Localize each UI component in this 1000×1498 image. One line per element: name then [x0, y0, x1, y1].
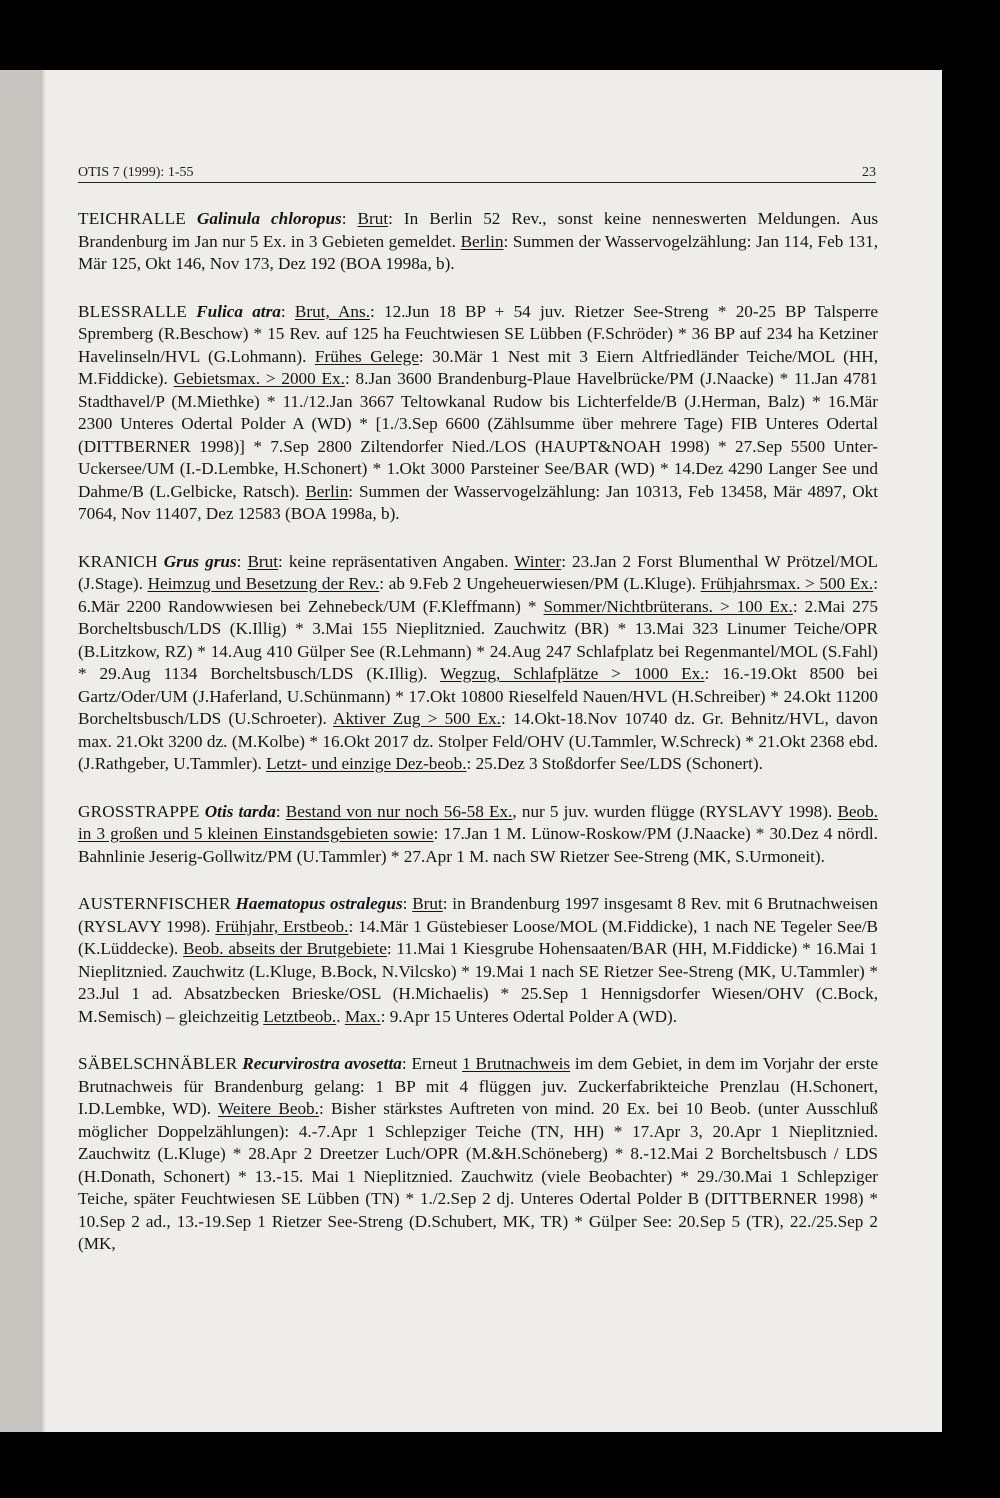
- section-label: Heimzug und Besetzung der Rev.: [147, 574, 380, 593]
- entry-text: : in Brandenburg 1997 insgesamt 8 Rev. mit 6 Brutnachweisen (RYSLAVY 1998).: [78, 894, 878, 936]
- entry-text: im dem Gebiet, in dem im Vorjahr der erste Brutnachweis für Brandenburg gelang: 1 BP mit 4 flüggen juv. Zuckerfabrikteiche Prenzlau (H.Schonert, I.D.Lembke, WD).: [78, 1054, 878, 1118]
- entry-text: : Summen der Wasservogelzählung: Jan 114, Feb 131, Mär 125, Okt 146, Nov 173, Dez 192 (BOA 1998a, b).: [78, 231, 878, 273]
- section-label: Weitere Beob.: [218, 1099, 319, 1118]
- scientific-name: Galinula chloropus: [197, 209, 342, 228]
- document-page: [40, 70, 942, 1432]
- entry-body: [78, 894, 878, 1026]
- entry-text: : 9.Apr 15 Unteres Odertal Polder A (WD).: [380, 1006, 678, 1026]
- section-label: Max.: [344, 1006, 381, 1026]
- section-label: Brut: [412, 894, 443, 913]
- entry-text: : 25.Dez 3 Stoßdorfer See/LDS (Schonert).: [466, 754, 763, 773]
- scientific-name: Grus grus: [163, 551, 237, 571]
- section-label: Bestand von nur noch 56-58 Ex.: [285, 801, 513, 821]
- page-number: 23: [862, 165, 876, 180]
- scan-left-edge: [0, 70, 40, 1432]
- section-label: Winter: [514, 551, 562, 571]
- species-name: TEICHRALLE: [78, 209, 186, 228]
- section-label: Wegzug, Schlafplätze > 1000 Ex.: [440, 664, 705, 683]
- entry-text: : 16.-19.Okt 8500 bei Gartz/Oder/UM (J.Haferland, U.Schünmann) * 17.Okt 10800 Rieselfeld Nauen/HVL (H.Schreiber) * 24.Okt 11200 Borcheltsbusch/LDS (U.Schroeter).: [78, 664, 878, 728]
- scientific-name: Recurvirostra avosetta: [242, 1054, 402, 1073]
- section-label: Aktiver Zug > 500 Ex.: [333, 709, 501, 728]
- entry-text: : keine repräsentativen Angaben.: [278, 551, 515, 571]
- scientific-name: Otis tarda: [204, 801, 276, 821]
- species-name: GROSSTRAPPE: [78, 801, 200, 821]
- scientific-name: Fulica atra: [196, 301, 281, 321]
- species-entry: [78, 1053, 878, 1256]
- entry-text: : Erneut: [401, 1054, 463, 1073]
- scientific-name: Haematopus ostralegus: [235, 894, 403, 913]
- section-label: Beob. in 3 großen und 5 kleinen Einstandsgebieten sowie: [78, 801, 879, 843]
- entry-text: : In Berlin 52 Rev., sonst keine nenneswerten Meldungen. Aus Brandenburg im Jan nur 5 Ex. in 3 Gebieten gemeldet.: [78, 209, 879, 251]
- species-entry: [78, 208, 878, 276]
- entry-text: : 14.Mär 1 Güstebieser Loose/MOL (M.Fiddicke), 1 nach NE Tegeler See/B (K.Lüddecke).: [78, 916, 878, 958]
- running-header: [78, 162, 876, 183]
- entry-text: .: [336, 1006, 345, 1026]
- section-label: Brut: [247, 551, 279, 571]
- section-label: 1 Brutnachweis: [462, 1054, 571, 1073]
- section-label: Sommer/Nichtbrüterans. > 100 Ex.: [543, 596, 793, 616]
- entry-text: :: [341, 209, 358, 228]
- entry-text: : 2.Mai 275 Borcheltsbusch/LDS (K.Illig) * 3.Mai 155 Nieplitznied. Zauchwitz (BR) * 13.Mai 323 Linumer Teiche/OPR (B.Litzkow, RZ) * 14.Aug 410 Gülper See (R.Lehmann) * 24.Aug 247 Schlafplatz bei Regenmantel/MOL (S.Fahl) * 29.Aug 1134 Borcheltsbusch/LDS (K.Illig).: [78, 596, 878, 683]
- entry-text: : 6.Mär 2200 Randowwiesen bei Zehnebeck/UM (F.Kleffmann) *: [78, 574, 878, 616]
- entry-text: :: [280, 301, 295, 321]
- species-name: AUSTERNFISCHER: [78, 894, 231, 913]
- section-label: Frühjahr, Erstbeob.: [215, 916, 349, 936]
- section-label: Frühes Gelege: [314, 346, 419, 366]
- entry-text: : 11.Mai 1 Kiesgrube Hohensaaten/BAR (HH, M.Fiddicke) * 16.Mai 1 Nieplitznied. Zauchwitz (L.Kluge, B.Bock, N.Vilcsko) * 19.Mai 1 nach SE Rietzer See-Streng (MK, U.Tammler) * 23.Jul 1 ad. Absatzbecken Brieske/OSL (H.Michaelis) * 25.Sep 1 Hennigsdorfer Wiesen/OHV (C.Bock, M.Semisch) – gleichzeitig: [78, 939, 878, 1026]
- species-name: BLESSRALLE: [78, 301, 187, 321]
- section-label: Brut, Ans.: [294, 301, 371, 321]
- entry-text: :: [236, 551, 248, 571]
- species-entry: [78, 301, 878, 526]
- section-label: Letztbeob.: [263, 1006, 337, 1026]
- section-label: Frühjahrsmax. > 500 Ex.: [700, 574, 874, 593]
- journal-citation: OTIS 7 (1999): 1-55: [78, 165, 194, 180]
- entry-text: : 30.Mär 1 Nest mit 3 Eiern Altfriedländer Teiche/MOL (HH, M.Fiddicke).: [78, 346, 878, 388]
- species-name: SÄBELSCHNÄBLER: [78, 1054, 238, 1073]
- section-label: Berlin: [305, 481, 349, 501]
- entry-text: :: [275, 801, 286, 821]
- entry-text: : 17.Jan 1 M. Lünow-Roskow/PM (J.Naacke) * 30.Dez 4 nördl. Bahnlinie Jeserig-Gollwitz/PM (U.Tammler) * 27.Apr 1 M. nach SW Rietzer See-Streng (MK, S.Urmoneit).: [78, 824, 878, 866]
- entry-text: : 14.Okt-18.Nov 10740 dz. Gr. Behnitz/HVL, davon max. 21.Okt 3200 dz. (M.Kolbe) * 16.Okt 2017 dz. Stolper Feld/OHV (U.Tammler, W.Schreck) * 21.Okt 2368 ebd. (J.Rathgeber, U.Tammler).: [78, 709, 878, 773]
- entry-text: , nur 5 juv. wurden flügge (RYSLAVY 1998).: [512, 801, 838, 821]
- main-text: [78, 208, 878, 1256]
- species-name: KRANICH: [78, 551, 158, 571]
- section-label: Berlin: [460, 231, 504, 251]
- section-label: Beob. abseits der Brutgebiete: [183, 939, 387, 958]
- entry-body: [78, 1054, 878, 1253]
- entry-body: [78, 302, 878, 524]
- entry-text: :: [402, 894, 413, 913]
- entry-text: : ab 9.Feb 2 Ungeheuerwiesen/PM (L.Kluge).: [379, 574, 701, 593]
- entry-text: : 23.Jan 2 Forst Blumenthal W Prötzel/MOL (J.Stage).: [78, 551, 878, 593]
- section-label: Brut: [357, 209, 389, 228]
- section-label: Letzt- und einzige Dez-beob.: [266, 754, 467, 773]
- entry-text: : 8.Jan 3600 Brandenburg-Plaue Havelbrücke/PM (J.Naacke) * 11.Jan 4781 Stadthavel/P (M.Miethke) * 11./12.Jan 3667 Teltowkanal Rudow bis Lichterfelde/B (J.Herman, Balz) * 16.Mär 2300 Unteres Odertal Polder A (WD) * [1./3.Sep 6600 (Zählsumme über mehrere Tage) FIB Unteres Odertal (DITTBERNER 1998)] * 7.Sep 2800 Ziltendorfer Nied./LOS (HAUPT&NOAH 1998) * 27.Sep 5500 Unter-Uckersee/UM (I.-D.Lembke, H.Schonert) * 1.Okt 3000 Parsteiner See/BAR (WD) * 14.Dez 4290 Langer See und Dahme/B (L.Gelbicke, Ratsch).: [78, 369, 878, 501]
- species-entry: [78, 801, 878, 869]
- section-label: Gebietsmax. > 2000 Ex.: [173, 369, 345, 388]
- species-entry: [78, 893, 878, 1028]
- entry-text: : Summen der Wasservogelzählung: Jan 10313, Feb 13458, Mär 4897, Okt 7064, Nov 11407, Dez 12583 (BOA 1998a, b).: [78, 481, 879, 523]
- entry-text: : 12.Jun 18 BP + 54 juv. Rietzer See-Streng * 20-25 BP Talsperre Spremberg (R.Beschow) * 15 Rev. auf 125 ha Feuchtwiesen SE Lübben (F.Schröder) * 36 BP auf 234 ha Ketziner Havelinseln/HVL (G.Lohmann).: [78, 301, 879, 366]
- entry-body: [78, 552, 878, 774]
- entry-text: : Bisher stärkstes Auftreten von mind. 20 Ex. bei 10 Beob. (unter Ausschluß möglicher Doppelzählungen): 4.-7.Apr 1 Schlepziger Teiche (TN, HH) * 17.Apr 3, 20.Apr 1 Nieplitznied. Zauchwitz (L.Kluge) * 28.Apr 2 Dreetzer Luch/OPR (M.&H.Schöneberg) * 8.-12.Mai 2 Borcheltsbusch / LDS (H.Donath, Schonert) * 13.-15. Mai 1 Nieplitznied. Zauchwitz (viele Beobachter) * 29./30.Mai 1 Schlepziger Teiche, später Feuchtwiesen SE Lübben (TN) * 1./2.Sep 2 dj. Unteres Odertal Polder B (DITTBERNER 1998) * 10.Sep 2 ad., 13.-19.Sep 1 Rietzer See-Streng (D.Schubert, MK, TR) * Gülper See: 20.Sep 5 (TR), 22./25.Sep 2 (MK,: [78, 1099, 879, 1253]
- species-entry: [78, 551, 878, 776]
